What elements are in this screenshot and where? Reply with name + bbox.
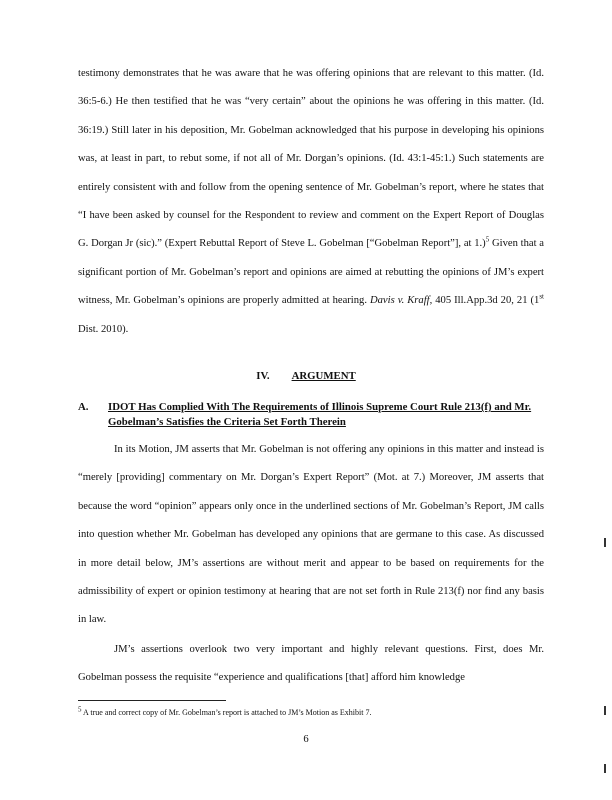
- footnote-number: 5: [78, 705, 82, 714]
- continuation-paragraph: [78, 60, 544, 344]
- scan-mark: [604, 764, 606, 773]
- footnote: [78, 705, 544, 718]
- scan-mark: [604, 538, 606, 547]
- continuation-text-1: testimony demonstrates that he was aware that he was offering opinions that are relevant to this matter. (Id. 36:5-6.) He then testified that he was “very certain” about the opinions he was offering in this matter. (Id. 36:19.) Still later in his deposition, Mr. Gobelman acknowledged that his purpose in developing his opinions was, at least in part, to rebut some, if not all of Mr. Dorgan’s opinions. (Id. 43:1-45:1.) Such statements are entirely consistent with and follow from the opening sentence of Mr. Gobelman’s report, where he states that “I have been asked by counsel for the Respondent to review and comment on the Expert Report of Douglas G. Dorgan Jr (sic).” (Expert Rebuttal Report of Steve L. Gobelman [“Gobelman Report”], at 1.): [78, 68, 544, 250]
- continuation-text-3: 405 Ill.App.3d 20, 21 (1: [432, 295, 540, 307]
- section-title: ARGUMENT: [291, 370, 356, 382]
- footnote-text: A true and correct copy of Mr. Gobelman’s report is attached to JM’s Motion as Exhibit 7.: [81, 708, 372, 717]
- subsection-letter: A.: [78, 401, 89, 413]
- section-heading: [0, 370, 612, 382]
- body-paragraph-assertions: JM’s assertions overlook two very important and highly relevant questions. First, does Mr. Gobelman possess the requisite “experience and qualifications [that] afford him knowledge: [78, 644, 544, 684]
- page-number: 6: [303, 734, 309, 745]
- ordinal-suffix: st: [539, 292, 544, 301]
- footnote-divider: [78, 700, 226, 701]
- case-citation: Davis v. Kraff,: [369, 295, 433, 307]
- body-paragraph-motion: In its Motion, JM asserts that Mr. Gobelman is not offering any opinions in this matter and instead is “merely [providing] commentary on Mr. Dorgan’s Expert Report” (Mot. at 7.) Moreover, JM asserts that because the word “opinion” appears only once in the underlined sections of Mr. Gobelman’s Report, JM calls into question whether Mr. Gobelman has developed any opinions that are germane to this case. As discussed in more detail below, JM’s assertions are without merit and appear to be based on requirements for the admissibility of expert or opinion testimony at hearing that are not set forth in Rule 213(f) nor find any basis in law.: [78, 444, 544, 626]
- continuation-text-4: Dist. 2010).: [78, 323, 129, 335]
- section-number: IV.: [256, 370, 270, 382]
- scan-mark: [604, 706, 606, 715]
- footnote-reference: 5: [485, 235, 490, 244]
- subsection-title: IDOT Has Complied With The Requirements of Illinois Supreme Court Rule 213(f) and Mr. Gobelman’s Satisfies the Criteria Set Forth Therein: [108, 401, 532, 428]
- continuation-text-2: Given that a significant portion of Mr. Gobelman’s report and opinions are aimed at rebutting the opinions of JM’s expert witness, Mr. Gobelman’s opinions are properly admitted at hearing.: [78, 238, 544, 307]
